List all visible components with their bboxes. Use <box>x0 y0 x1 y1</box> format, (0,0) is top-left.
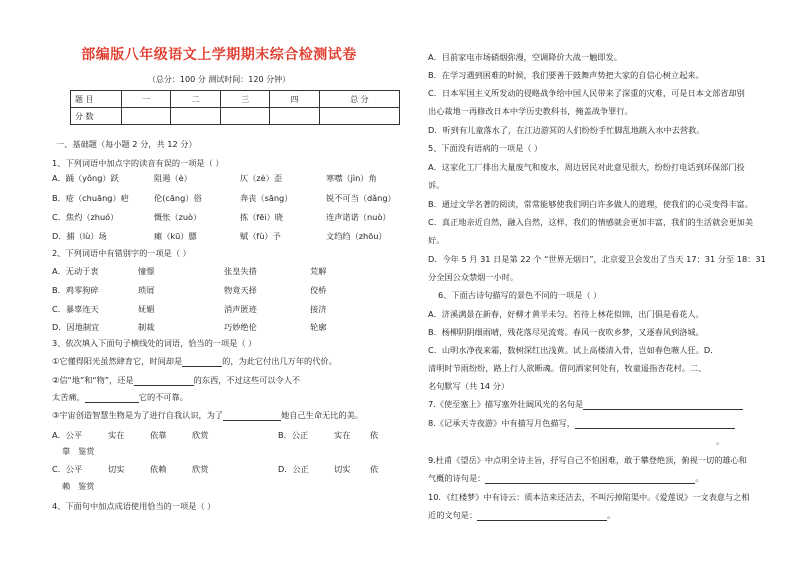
option-text: 好。 <box>428 235 445 245</box>
q3-sentence-2 <box>52 375 300 386</box>
option-text: C．日本军国主义所发动的侵略战争给中国人民带来了深重的灾难，可是日本文部省却别 <box>428 88 745 98</box>
score-table <box>70 90 400 125</box>
answer-blank[interactable] <box>182 357 222 367</box>
question-text: 气概的诗句是： <box>428 473 486 483</box>
option-text: D．公正 <box>278 464 309 474</box>
question-5: 5、下面没有语病的一项是（ ） <box>428 143 543 153</box>
option-text: 张皇失措 <box>224 266 257 276</box>
period-mark: 。 <box>695 473 704 483</box>
option-text: 鉴赏 <box>78 446 95 456</box>
sentence-text: 它的不可靠。 <box>138 392 188 402</box>
option-text: 制裁 <box>138 322 155 332</box>
q3-sentence-3 <box>52 410 363 421</box>
option-text: 伦(cāng）俗 <box>154 193 202 203</box>
q3-options-row <box>52 430 382 441</box>
sentence-text: ③宇宙创造智慧生物是为了进行自我认识，为了 <box>52 410 224 420</box>
option-text: B．杨柳阴阴细雨晴，残花落尽见流莺。春风一夜吹乡梦，又逐春风到洛城。 <box>428 327 704 337</box>
option-text: 连声诺诺（nuò） <box>326 212 391 222</box>
option-text: C．焦灼（zhuó） <box>52 212 119 222</box>
option-text: 拣（fēi）晓 <box>240 212 283 222</box>
option-text: C．山明水净夜来霜，数树深红出浅黄。试上高楼清入骨，岂如春色嗾人狂。D． <box>428 345 719 355</box>
option-text: 慨怅（zuò） <box>154 212 202 222</box>
option-text: 巧妙绝伦 <box>224 322 257 332</box>
option-text: 锐不可当（dǎng） <box>326 193 396 203</box>
option-text: D．捕（lù）场 <box>52 231 107 241</box>
option-text: 切实 <box>108 464 125 474</box>
option-text: A．无动于衷 <box>52 266 99 276</box>
table-row <box>71 91 400 108</box>
option-text: 消声匿迹 <box>224 304 257 314</box>
answer-blank[interactable] <box>134 376 194 386</box>
table-row <box>71 108 400 125</box>
answer-blank[interactable] <box>583 400 743 410</box>
table-cell: 分 数 <box>71 108 122 125</box>
option-text: 实在 <box>108 430 125 440</box>
q2-options-row <box>52 322 396 333</box>
table-cell: 题 目 <box>71 91 122 108</box>
table-cell[interactable] <box>270 108 319 125</box>
option-text: A．公平 <box>52 430 83 440</box>
q1-options-row <box>52 173 412 184</box>
option-text: 文绉绉（zhōu） <box>326 231 387 241</box>
option-text: A．踊（yǒng）跃 <box>52 173 119 183</box>
period-mark: 。 <box>716 436 725 446</box>
option-text: 靠 <box>62 446 71 456</box>
q3-sentence-1 <box>52 356 337 367</box>
option-text: 妩媚 <box>138 304 155 314</box>
question-10-answer <box>428 510 615 521</box>
sentence-text: 的东西，不过这些可以令人不 <box>193 375 301 385</box>
option-text: 物竟天择 <box>224 285 257 295</box>
table-cell[interactable] <box>220 108 269 125</box>
table-cell: 四 <box>270 91 319 108</box>
question-4: 4、下面句中加点成语使用恰当的一项是（ ） <box>52 501 216 511</box>
q3-options-row <box>52 464 382 475</box>
question-8 <box>428 418 735 429</box>
option-text: 奔丧（sāng） <box>240 193 293 203</box>
sentence-text: ①它懂得阳光虽然肆育它，时间却是 <box>52 356 183 366</box>
option-text: 赖 <box>62 481 71 491</box>
question-text: 近的文句是： <box>428 510 478 520</box>
table-cell: 二 <box>171 91 220 108</box>
q3-sentence-2-cont <box>52 392 188 403</box>
q2-options-row <box>52 266 396 277</box>
option-text: 诉。 <box>428 180 445 190</box>
table-cell: 三 <box>220 91 269 108</box>
table-cell[interactable] <box>122 108 171 125</box>
question-text: 7.《使至塞上》描写塞外壮阔风光的名句是 <box>428 399 584 409</box>
option-text: 依靠 <box>150 430 167 440</box>
q2-options-row <box>52 285 396 296</box>
option-text: 荒解 <box>310 266 327 276</box>
option-text: 实在 <box>334 430 351 440</box>
option-text: 鉴赏 <box>78 481 95 491</box>
option-text: 出心裁地一再修改日本中学历史教科书，掩盖战争罪行。 <box>428 106 633 116</box>
option-text: 佼桥 <box>310 285 327 295</box>
option-text: 憧憬 <box>138 266 155 276</box>
question-9-answer <box>428 473 704 484</box>
option-text: 阻遏（è） <box>154 173 192 183</box>
option-text: B．通过文学名著的阅读，常常能够使我们明白许多做人的道理，使我们的心灵变得丰富。 <box>428 199 753 209</box>
option-text: 琐屑 <box>138 285 155 295</box>
option-text: 欣赏 <box>192 464 209 474</box>
option-text: 寒噤（jìn）角 <box>326 173 377 183</box>
option-text: C．公平 <box>52 464 83 474</box>
option-text: B．疮（chuāng）疤 <box>52 193 129 203</box>
table-cell[interactable] <box>171 108 220 125</box>
table-cell: 总 分 <box>319 91 399 108</box>
q3-options-row <box>52 446 118 457</box>
table-cell: 一 <box>122 91 171 108</box>
question-3: 3、依次填入下面句子横线处的词语，恰当的一项是（ ） <box>52 338 257 348</box>
option-text: 切实 <box>334 464 351 474</box>
question-10: 10．《红楼梦》中有诗云：质本洁来还洁去，不叫污掉陷渠中。《爱莲说》一文表意与之相 <box>428 492 750 502</box>
question-9: 9.杜甫《望岳》中点明全诗主旨，抒写自己不怕困难，敢于攀登绝顶，俯视一切的雄心和 <box>428 455 747 465</box>
sentence-text: 她自己生命无比的美。 <box>281 410 363 420</box>
option-text: D．听到有儿童落水了，在江边游冥的人们纷纷手忙脚乱地跳入水中去营救。 <box>428 125 705 135</box>
answer-blank[interactable] <box>477 511 607 521</box>
option-text: 依 <box>370 464 379 474</box>
section-heading: 一、基础题（每小题 2 分，共 12 分） <box>56 139 197 149</box>
question-7 <box>428 399 743 410</box>
answer-blank[interactable] <box>485 474 695 484</box>
q1-options-row <box>52 231 412 242</box>
question-6: 6、下面古诗句描写的景色不同的一项是（ ） <box>438 290 602 300</box>
option-text: 分全国公众禁烟一小时。 <box>428 272 519 282</box>
option-text: D．今年 5 月 31 日是第 22 个 “世界无烟日”，北京爱卫会发出了当天 17：31 分至 18：31 <box>428 254 766 264</box>
option-text: B．鸡零狗碎 <box>52 285 99 295</box>
q3-options-row <box>52 481 118 492</box>
option-text: A．济溪满景在新春，好柳才黄半未匀。若待上林花似锦，出门俱是看花人。 <box>428 309 704 319</box>
question-text: 8.《记承天寺夜游》中有描写月色描写， <box>428 418 575 428</box>
option-text: 清明时节雨纷纷，路上行人欲断魂。借问酒家何处有，牧童遥指杏花村。二、 <box>428 363 707 373</box>
option-text: 仄（zè）歪 <box>240 173 283 183</box>
answer-blank[interactable] <box>575 419 735 429</box>
option-text: 接济 <box>310 304 327 314</box>
option-text: D．因地制宜 <box>52 322 100 332</box>
question-2: 2、下列词语中有错别字的一项是（ ） <box>52 248 191 258</box>
option-text: 依赖 <box>150 464 167 474</box>
exam-info: （总分：100 分 测试时间：120 分钟） <box>147 75 291 84</box>
sentence-text: 太苦痛， <box>52 392 85 402</box>
option-text: 赋（fù）予 <box>240 231 281 241</box>
option-text: 轮廓 <box>310 322 327 332</box>
option-text: A．目前家电市场硝烟弥漫，空调降价大战一触即发。 <box>428 52 622 62</box>
answer-blank[interactable] <box>223 411 281 421</box>
option-text: 瘫（kū）膘 <box>154 231 197 241</box>
q2-options-row <box>52 304 396 315</box>
option-text: B．公正 <box>278 430 309 440</box>
table-cell[interactable] <box>319 108 399 125</box>
question-1: 1、下列词语中加点字的读音有误的一项是（ ） <box>52 158 224 168</box>
section-heading: 名句默写（共 14 分） <box>428 381 510 391</box>
option-text: A．这家化工厂排出大量废气和废水，周边居民对此意见很大，纷纷打电话到环保部门投 <box>428 162 745 172</box>
sentence-text: 的，为此它付出几万年的代价。 <box>222 356 337 366</box>
q1-options-row <box>52 212 412 223</box>
answer-blank[interactable] <box>85 393 139 403</box>
period-mark: 。 <box>607 510 616 520</box>
option-text: C．真正地亲近自然，融入自然，这样，我们的情感就会更加丰富，我们的生活就会更加美 <box>428 217 754 227</box>
sentence-text: ②信“地”和“物”，还是 <box>52 375 134 385</box>
option-text: C．暴辜连天 <box>52 304 99 314</box>
page-title: 部编版八年级语文上学期期末综合检测试卷 <box>81 47 357 63</box>
option-text: 欣赏 <box>192 430 209 440</box>
q1-options-row <box>52 193 412 204</box>
option-text: B．在学习遇到困难的时候，我们要善于鼓舞声势把大家的自信心树立起来。 <box>428 70 704 80</box>
option-text: 依 <box>370 430 379 440</box>
